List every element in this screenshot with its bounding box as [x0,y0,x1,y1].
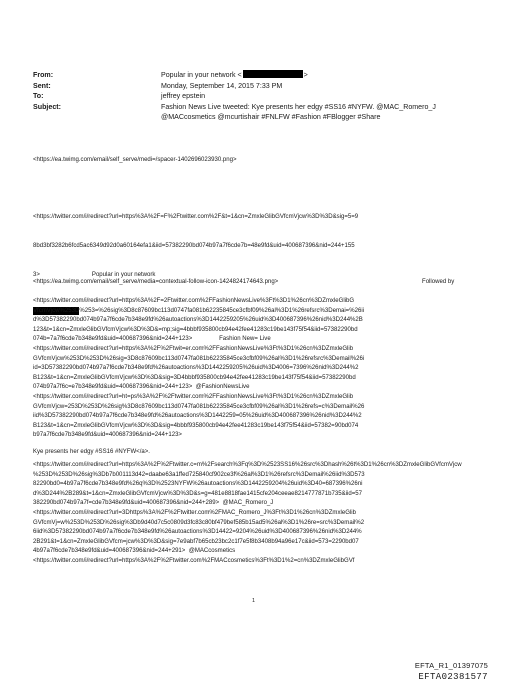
sent-label: Sent: [33,81,51,90]
link-line: GVfcmVjcw%253D%253D%26sig=3D8c87609bc113d0747fa081b62235845ce3cfbf09%26al%3D1%26refsrc%3Demail%26i [33,355,365,362]
popular-label: Popular in your network [91,271,156,278]
link-line: VfcmVjcw%253D%253=%26sig%3D8c87609bc113d0747fa081b62235845ce3cfbf09%26al%3D1%26refsrc%3Demai=%26ii [33,307,365,314]
link-line: GVfcmVjcw=253D%253D%26sig%3D8c87609bc113d0747fa081b62235845ce3cfbf09%26al%3D1%26refs=c%3Demail%26 [33,403,365,410]
page-number: 1 [252,598,256,604]
efta-number: EFTA02381577 [418,672,488,682]
link-line: b97a7f6cde7b348e9fd&uid=400687396&nid=244+123> [33,432,182,439]
link-line: d%3D57382290bd074b97a7f6cde7b348e9fd%26autoactions%3D1442259205%26uid%3D400687396%26nid%3D244%2B [33,317,363,324]
link-line: 4b97a7f6cde7b348e9fd&uid=400687396&nid=244+291> @MACcosmetics [33,548,236,555]
followed-by-label: Followed by [422,279,455,286]
to-row [33,91,483,102]
from-value: Popular in your network < [161,71,242,79]
sent-value: Monday, September 14, 2015 7:33 PM [161,81,283,90]
link-line: <https://twitter.com/i/redirect?url=https%3A%2F%2Ftwit=er.com%2FFashionNewsLive%3Ft%3D1%26cn%3DZmxleGlib [33,345,354,352]
from-row [33,70,483,81]
link-line: 074b=7a7f6cde7b348e9fd&uid=400687396&nid=244+123> Fashion New= Live [33,336,271,343]
tweet-text: Kye presents her edgy #SS16 #NYFW</a>. [33,449,150,455]
subject-line-2: @MACcosmetics @mcurtishair #FNLFW #Fashion #FBlogger #Share [161,113,381,122]
from-value-end: > [303,71,308,79]
link-line: B123&t=1&cn=ZmxleGlibGVfcmVjcw%3D%3D&sig=3D4bbbf935800cb94e42fee41283c19be143f75f54&iid=57382290bd [33,374,356,381]
from-label: From: [33,71,54,79]
link-line: id=3D57382290bd074b97a7f6cde7b348e9fd%26autoactions%3D1442259205%26uid%3D4006=7396%26nid%3D244%2 [33,365,359,372]
link-line: 82290bd0=4b97a7f6cde7b348e9fd%26q%3D%2523NYFW%26autoactions%3D1442259204%26uid%3D40=687396%26ni [33,481,363,488]
tweet-links [33,461,485,567]
link-line: <https://twitter.com/i/redirect?url=https%3A%2F%2Ftwitter.c=m%2Fsearch%3Fq%3D%2523SS16%26src%3Dhash%26t%3D1%26cn%3DZmxleGlibGVfcmVjcw [33,462,462,468]
subject-row [33,102,483,123]
link-line: <https://twitter.com/i/redirect?url=https%3A%2F%2Ftwitter.com%2FMACcosmetics%3Ft%3D1%2=cn%3DZmxleGlibGVf [33,557,355,564]
link-line: 074b97a7f6c=e7b348e9fd&uid=400687396&nid=244+123> @FashionNewsLive [33,384,250,391]
to-label: To: [33,92,44,101]
email-header [33,70,483,123]
subject-label: Subject: [33,102,61,111]
link-line: <https://twitter.com/i/redirect?url=https%3A%2F=2Ftwitter.com%2FFashionNewsLive%3Ft%3D1%26cn%3DZmxleGlibG [33,298,355,304]
sent-row [33,81,483,92]
link-line: GVfcmVj=w%253D%253D%26sig%3Db9d40d7c5c0809d3fc83c80bf479bef585b15ad5%26al%3D1%26re=src%3Demail%2 [33,519,365,526]
to-value: jeffrey epstein [161,92,206,101]
spacer-url: <https://ea.twimg.com/email/self_serve/medi=/spacer-1402696023930.png> [33,157,237,163]
link-line: B123&t=1&cn=ZmxleGlibGVfcmVjcw%3D%3D&sig=4bbbf935800cb94e42fee41283c19be143f75f54&iid=57382=90bd074 [33,422,359,429]
efta-reference: EFTA_R1_01397075 [414,661,488,670]
link-line: <https://twitter.com/i/redirect?url=ht=ps%3A%2F%2Ftwitter.com%2FFashionNewsLive%3Ft%3D1%26cn%3DZmxleGlib [33,393,354,400]
redaction-box [243,70,303,78]
link-line: %253D%253D%26sig%3Db7b001113d42=daabe63a1ffed725840cf902ce3f%26al%3D1%26refsrc%3Demail%26iid%3D573 [33,471,365,478]
link-line: d%3D244%2B289&t=1&cn=ZmxleGlibGVfcmVjcw%3D%3D&s=g=481e8818fae1415cfe204ceeae8214777871b735&iid=57 [33,490,362,497]
link-line: 8bd3bf3282b6fcd5ac6349d92d0a60164efa1&iid=57382290bd074b97a7f6cde7b=48e9fd&uid=400687396&nid=244+155 [33,242,355,249]
link-line: 3> [33,271,40,278]
link-line: 6iid%3D57382290bd074b97a7f6cde7b348e9fd%26autoactions%3D14422=9204%26uid%3D400687396%26nid%3D244% [33,529,362,536]
link-line: 123&t=1&cn=ZmxleGlibGVfcmVjcw%3D%3D&=mp;sig=4bbbf935800cb94e42fee41283c19be143f75f54&iid=57382290bd [33,326,358,333]
fashion-news-links [33,297,485,441]
link-line: 2B291&t=1&cn=ZmxleGlibGVfcm=jcw%3D%3D&sig=7e9abf7b65cb23bc2c1f7e5f8b3408b94a96e17c&iid=573=2290bd07 [33,538,359,545]
link-line: 382290bd074b97a7f=cde7b348e9fd&uid=400687396&nid=244+289> @MAC_Romero_J [33,500,274,507]
link-line: iid%3D57382290bd074b97a7f6cde7b348e9fd%26autoactions%3D1442259=05%26uid%3D400687396%26nid%3D244%2 [33,413,362,420]
link-line: <https://twitter.com/i/redirect?url=3Dhttps%3A%2F%2Ftwitter.com%2FMAC_Romero_J%3Ft%3D1%26cn%3DZmxleGlib [33,509,356,516]
link-line: <https://twitter.com/i/redirect?url=https%3A%2F=F%2Ftwitter.com%2F&t=1&cn=ZmxleGlibGVfcmVjcw%3D%3D&sig=5=9 [33,214,359,221]
follow-icon-url: <https://ea.twimg.com/email/self_serve/media=contextual-follow-icon-1424824174643.png> [33,279,279,286]
subject-line-1: Fashion News Live tweeted: Kye presents her edgy #SS16 #NYFW. @MAC_Romero_J [161,102,436,111]
